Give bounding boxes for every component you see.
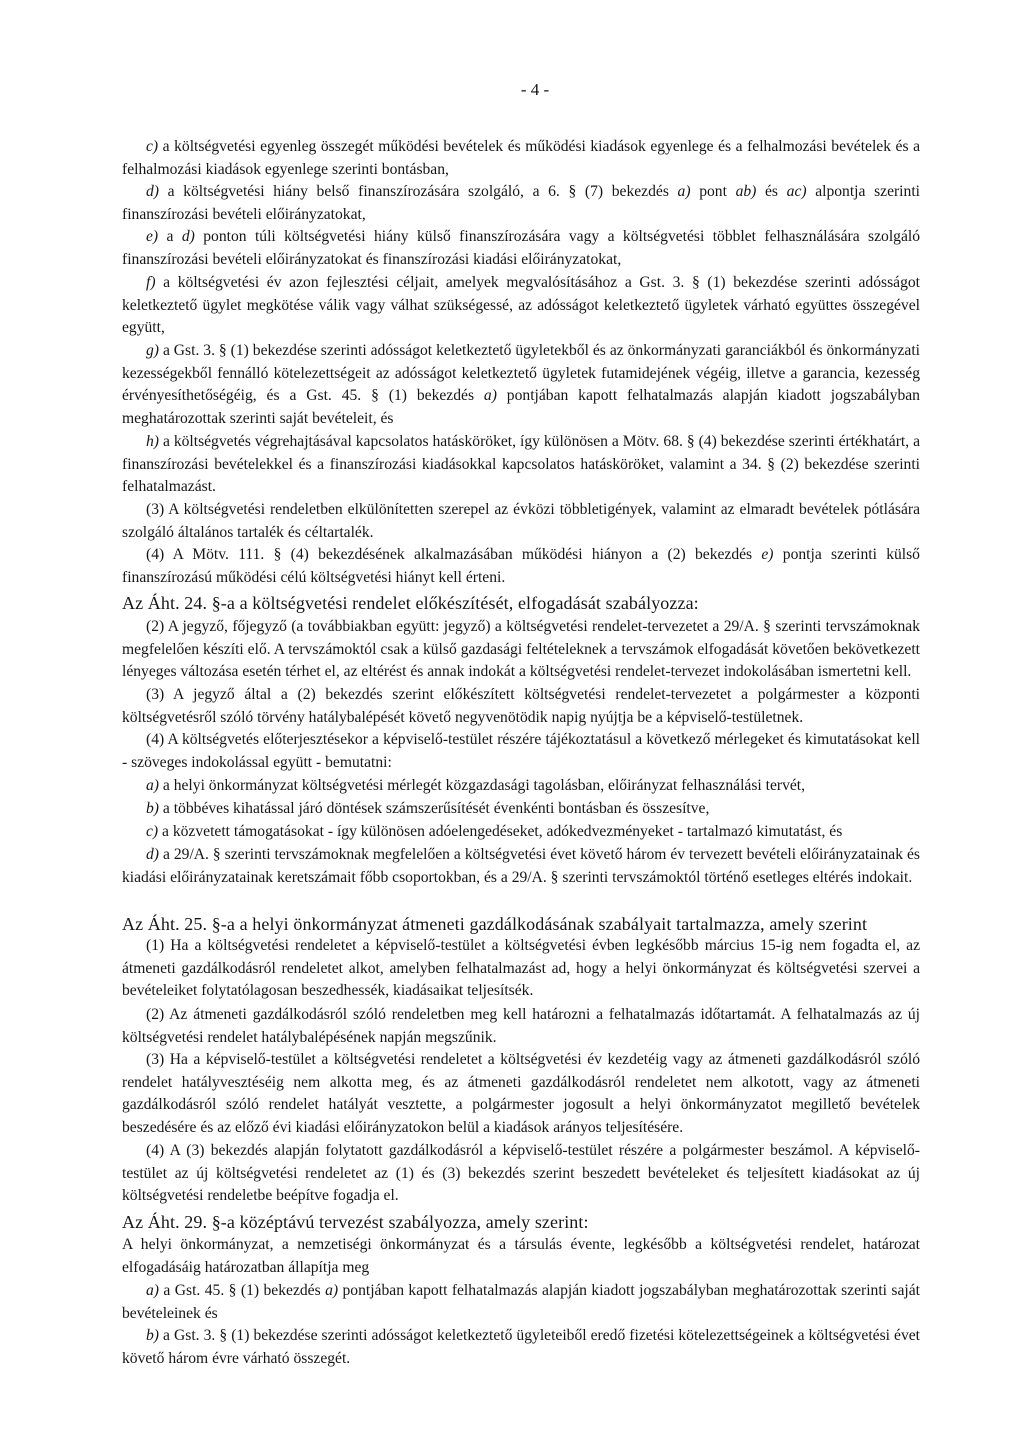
list-item-24-b: b) a többéves kihatással járó döntések számszerűsítését évenkénti bontásban és összesítve, <box>146 800 710 817</box>
page-number: - 4 - <box>520 80 550 99</box>
list-item-29-b: b) a Gst. 3. § (1) bekezdése szerinti adósságot keletkeztető ügyleteiből eredő fizetési kötelezettségeinek a költségvetési évet követő három évre várható összegét. <box>122 1327 920 1367</box>
section-heading-29: Az Áht. 29. §-a középtávú tervezést szabályozza, amely szerint: <box>122 1212 589 1232</box>
paragraph-24-4: (4) A költségvetés előterjesztésekor a képviselő-testület részére tájékoztatásul a következő mérlegeket és kimutatásokat kell - szöveges indokolással együtt - bemutatni: <box>122 731 920 771</box>
list-item-h: h) a költségvetés végrehajtásával kapcsolatos hatásköröket, így különösen a Mötv. 68. § (4) bekezdése szerinti értékhatárt, a finanszírozási bevételekkel és a finanszírozási kiadásokkal kapcsolatos hatásköröket, valamint a 34. § (2) bekezdése szerinti felhatalmazást. <box>122 433 920 496</box>
section-heading-25: Az Áht. 25. §-a a helyi önkormányzat átmeneti gazdálkodásának szabályait tartalmazza, amely szerint <box>122 914 868 934</box>
list-item-24-d: d) a 29/A. § szerinti tervszámoknak megfelelően a költségvetési évet követő három év tervezett bevételi előirányzatainak és kiadási előirányzatainak keretszámait főbb csoportokban, és a 29/A. § szerinti tervszámoktól történő esetleges eltérés indokait. <box>122 846 920 886</box>
list-item-g: g) a Gst. 3. § (1) bekezdése szerinti adósságot keletkeztető ügyletekből és az önkormányzati garanciákból és önkormányzati kezességekből fennálló kötelezettségeit az adósságot keletkeztető ügyletek futamidejének végéig, illetve a garancia, kezesség érvényesíthetőségéig, és a Gst. 45. § (1) bekezdés a) pontjában kapott felhatalmazás alapján kiadott jogszabályban meghatározottak szerinti saját bevételeit, és <box>122 342 920 427</box>
section-heading-24: Az Áht. 24. §-a a költségvetési rendelet előkészítését, elfogadását szabályozza: <box>122 593 699 613</box>
paragraph-24-3: (3) A jegyző által a (2) bekezdés szerint előkészített költségvetési rendelet-tervezetet a polgármester a központi költségvetésről szóló törvény hatálybalépését követő negyvenötödik napig nyújtja be a képviselő-testületnek. <box>122 686 920 726</box>
paragraph-29-intro: A helyi önkormányzat, a nemzetiségi önkormányzat és a társulás évente, legkésőbb a költségvetési rendelet, határozat elfogadásáig határozatban állapítja meg <box>122 1236 920 1276</box>
list-item-24-c: c) a közvetett támogatásokat - így különösen adóelengedéseket, adókedvezményeket - tartalmazó kimutatást, és <box>146 823 843 840</box>
list-item-c: c) a költségvetési egyenleg összegét működési bevételek és működési kiadások egyenlege és a felhalmozási bevételek és a felhalmozási kiadások egyenlege szerinti bontásban, <box>122 138 920 178</box>
paragraph-3: (3) A költségvetési rendeletben elkülönítetten szerepel az évközi többletigények, valamint az elmaradt bevételek pótlására szolgáló általános tartalék és céltartalék. <box>122 501 920 541</box>
paragraph-25-2: (2) Az átmeneti gazdálkodásról szóló rendeletben meg kell határozni a felhatalmazás időtartamát. A felhatalmazás az új költségvetési rendelet hatálybalépésének napján megszűnik. <box>122 1006 920 1046</box>
paragraph-25-3: (3) Ha a képviselő-testület a költségvetési rendeletet a költségvetési év kezdetéig vagy az átmeneti gazdálkodásról szóló rendelet hatályvesztéséig nem alkotta meg, és az átmeneti gazdálkodásról rendeletet nem alkotott, vagy az átmeneti gazdálkodásról szóló rendelet hatályát vesztette, a polgármester jogosult a helyi önkormányzatot megillető bevételek beszedésére és az előző évi kiadási előirányzatokon belül a kiadások arányos teljesítésére. <box>122 1051 920 1136</box>
paragraph-24-2: (2) A jegyző, főjegyző (a továbbiakban együtt: jegyző) a költségvetési rendelet-tervezetet a 29/A. § szerinti tervszámoknak megfelelően készíti elő. A tervszámoktól csak a külső gazdasági feltételeknek a tervszámok elfogadását követően bekövetkezett lényeges változása esetén térhet el, az eltérést és annak indokát a költségvetési rendelet-tervezet indokolásában ismertetni kell. <box>122 618 920 681</box>
list-item-e: e) a d) ponton túli költségvetési hiány külső finanszírozására vagy a költségvetési többlet felhasználására szolgáló finanszírozási bevételi előirányzatokat és finanszírozási kiadási előirányzatokat, <box>122 228 921 268</box>
list-item-29-a: a) a Gst. 45. § (1) bekezdés a) pontjában kapott felhatalmazás alapján kiadott jogszabályban meghatározottak szerinti saját bevételeinek és <box>122 1282 920 1322</box>
list-item-d: d) a költségvetési hiány belső finanszírozására szolgáló, a 6. § (7) bekezdés a) pont ab) és ac) alpontja szerinti finanszírozási bevételi előirányzatokat, <box>122 183 920 223</box>
paragraph-25-1: (1) Ha a költségvetési rendeletet a képviselő-testület a költségvetési évben legkésőbb március 15-ig nem fogadta el, az átmeneti gazdálkodásról rendeletet alkot, amelyben felhatalmazást ad, hogy a helyi önkormányzat és költségvetési szervei a bevételeiket folytatólagosan beszedhessék, kiadásaikat teljesítsék. <box>122 937 920 1000</box>
list-item-24-a: a) a helyi önkormányzat költségvetési mérlegét közgazdasági tagolásban, előirányzat felhasználási tervét, <box>146 777 806 794</box>
paragraph-4: (4) A Mötv. 111. § (4) bekezdésének alkalmazásában működési hiányon a (2) bekezdés e) pontja szerinti külső finanszírozású működési célú költségvetési hiányt kell érteni. <box>122 546 920 586</box>
paragraph-25-4: (4) A (3) bekezdés alapján folytatott gazdálkodásról a képviselő-testület részére a polgármester beszámol. A képviselő-testület az új költségvetési rendeletet az (1) és (3) bekezdés szerint beszedett bevételeket és teljesített kiadásokat az új költségvetési rendeletbe beépítve fogadja el. <box>122 1142 920 1205</box>
list-item-f: f) a költségvetési év azon fejlesztési céljait, amelyek megvalósításához a Gst. 3. § (1) bekezdése szerinti adósságot keletkeztető ügylet megkötése válik vagy válhat szükségessé, az adósságot keletkeztető ügyletek várható együttes összegével együtt, <box>122 274 920 337</box>
